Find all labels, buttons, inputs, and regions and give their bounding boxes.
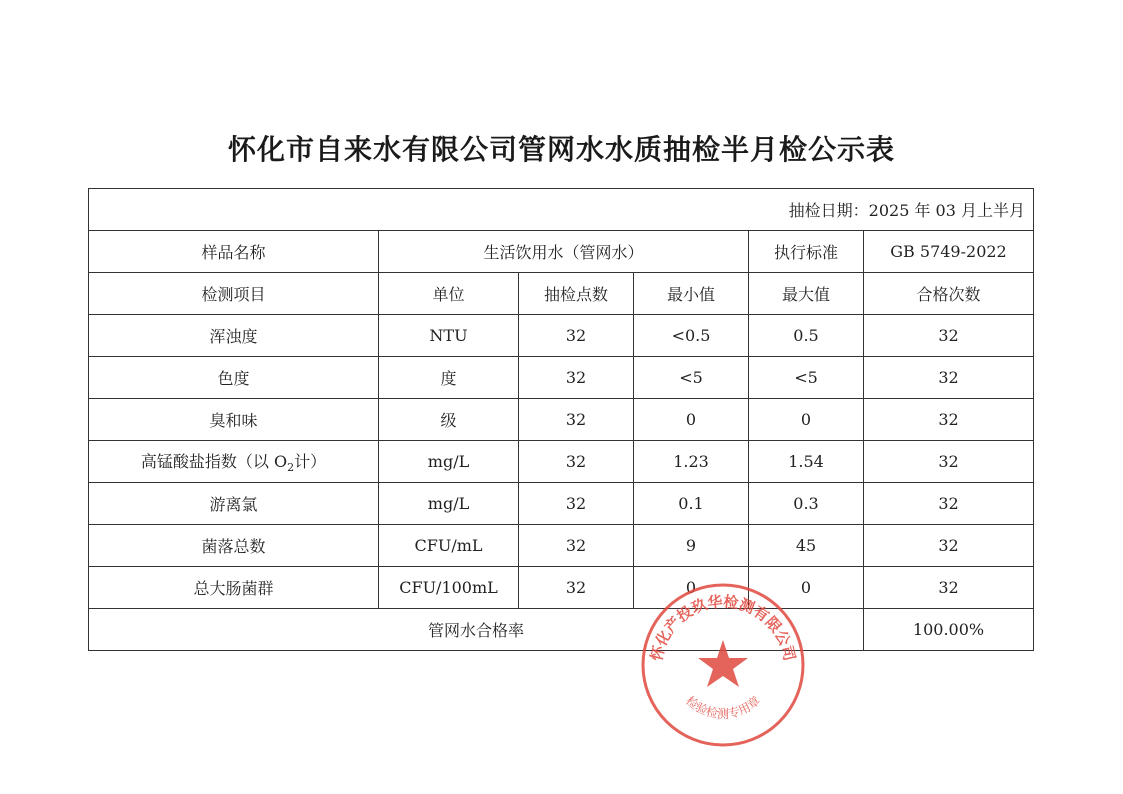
column-header: 检测项目 bbox=[89, 273, 379, 315]
item-points: 32 bbox=[519, 399, 634, 441]
item-max: 0 bbox=[749, 567, 864, 609]
item-passed: 32 bbox=[864, 567, 1034, 609]
seal-bottom-text: 检验检测专用章 bbox=[683, 693, 763, 721]
inspection-table bbox=[88, 188, 1034, 651]
table-row bbox=[89, 483, 1034, 525]
pass-rate-label: 管网水合格率 bbox=[89, 609, 864, 651]
item-points: 32 bbox=[519, 483, 634, 525]
standard-value: GB 5749-2022 bbox=[864, 231, 1034, 273]
item-name: 浑浊度 bbox=[89, 315, 379, 357]
item-passed: 32 bbox=[864, 357, 1034, 399]
item-unit: CFU/100mL bbox=[379, 567, 519, 609]
page-title: 怀化市自来水有限公司管网水水质抽检半月检公示表 bbox=[227, 133, 895, 166]
sample-row bbox=[89, 231, 1034, 273]
item-passed: 32 bbox=[864, 525, 1034, 567]
item-points: 32 bbox=[519, 441, 634, 483]
date-row bbox=[89, 189, 1034, 231]
item-name: 臭和味 bbox=[89, 399, 379, 441]
sample-name-value: 生活饮用水（管网水） bbox=[379, 231, 749, 273]
item-min: 0 bbox=[634, 399, 749, 441]
item-points: 32 bbox=[519, 525, 634, 567]
item-min: 0 bbox=[634, 567, 749, 609]
inspection-date: 抽检日期：2025 年 03 月上半月 bbox=[89, 189, 1034, 231]
item-points: 32 bbox=[519, 357, 634, 399]
column-header: 最大值 bbox=[749, 273, 864, 315]
item-unit: 级 bbox=[379, 399, 519, 441]
pass-rate-value: 100.00% bbox=[864, 609, 1034, 651]
item-name-suffix: 计） bbox=[294, 451, 327, 471]
sample-name-label: 样品名称 bbox=[89, 231, 379, 273]
column-header: 抽检点数 bbox=[519, 273, 634, 315]
item-max: 0 bbox=[749, 399, 864, 441]
column-header: 单位 bbox=[379, 273, 519, 315]
item-name-prefix: 高锰酸盐指数（以 O bbox=[140, 451, 288, 471]
item-name: 总大肠菌群 bbox=[89, 567, 379, 609]
item-name: 菌落总数 bbox=[89, 525, 379, 567]
item-points: 32 bbox=[519, 315, 634, 357]
item-passed: 32 bbox=[864, 483, 1034, 525]
item-unit: CFU/mL bbox=[379, 525, 519, 567]
item-max: 0.3 bbox=[749, 483, 864, 525]
item-name-subscript: 2 bbox=[287, 461, 295, 475]
table-row bbox=[89, 567, 1034, 609]
item-points: 32 bbox=[519, 567, 634, 609]
item-min: 0.1 bbox=[634, 483, 749, 525]
item-unit: mg/L bbox=[379, 483, 519, 525]
seal-org-text: 怀化产投玖华检测有限公司 bbox=[647, 592, 799, 663]
item-passed: 32 bbox=[864, 399, 1034, 441]
item-passed: 32 bbox=[864, 441, 1034, 483]
summary-row bbox=[89, 609, 1034, 651]
table-row bbox=[89, 315, 1034, 357]
item-max: <5 bbox=[749, 357, 864, 399]
item-min: 1.23 bbox=[634, 441, 749, 483]
header-row bbox=[89, 273, 1034, 315]
item-min: <0.5 bbox=[634, 315, 749, 357]
standard-label: 执行标准 bbox=[749, 231, 864, 273]
table-row bbox=[89, 399, 1034, 441]
table-row bbox=[89, 441, 1034, 483]
column-header: 最小值 bbox=[634, 273, 749, 315]
table-row bbox=[89, 525, 1034, 567]
column-header: 合格次数 bbox=[864, 273, 1034, 315]
item-min: 9 bbox=[634, 525, 749, 567]
item-max: 45 bbox=[749, 525, 864, 567]
table-row bbox=[89, 357, 1034, 399]
item-passed: 32 bbox=[864, 315, 1034, 357]
item-unit: NTU bbox=[379, 315, 519, 357]
item-max: 0.5 bbox=[749, 315, 864, 357]
item-min: <5 bbox=[634, 357, 749, 399]
item-unit: mg/L bbox=[379, 441, 519, 483]
item-unit: 度 bbox=[379, 357, 519, 399]
item-name: 色度 bbox=[89, 357, 379, 399]
item-name: 游离氯 bbox=[89, 483, 379, 525]
item-max: 1.54 bbox=[749, 441, 864, 483]
item-name bbox=[89, 441, 379, 483]
